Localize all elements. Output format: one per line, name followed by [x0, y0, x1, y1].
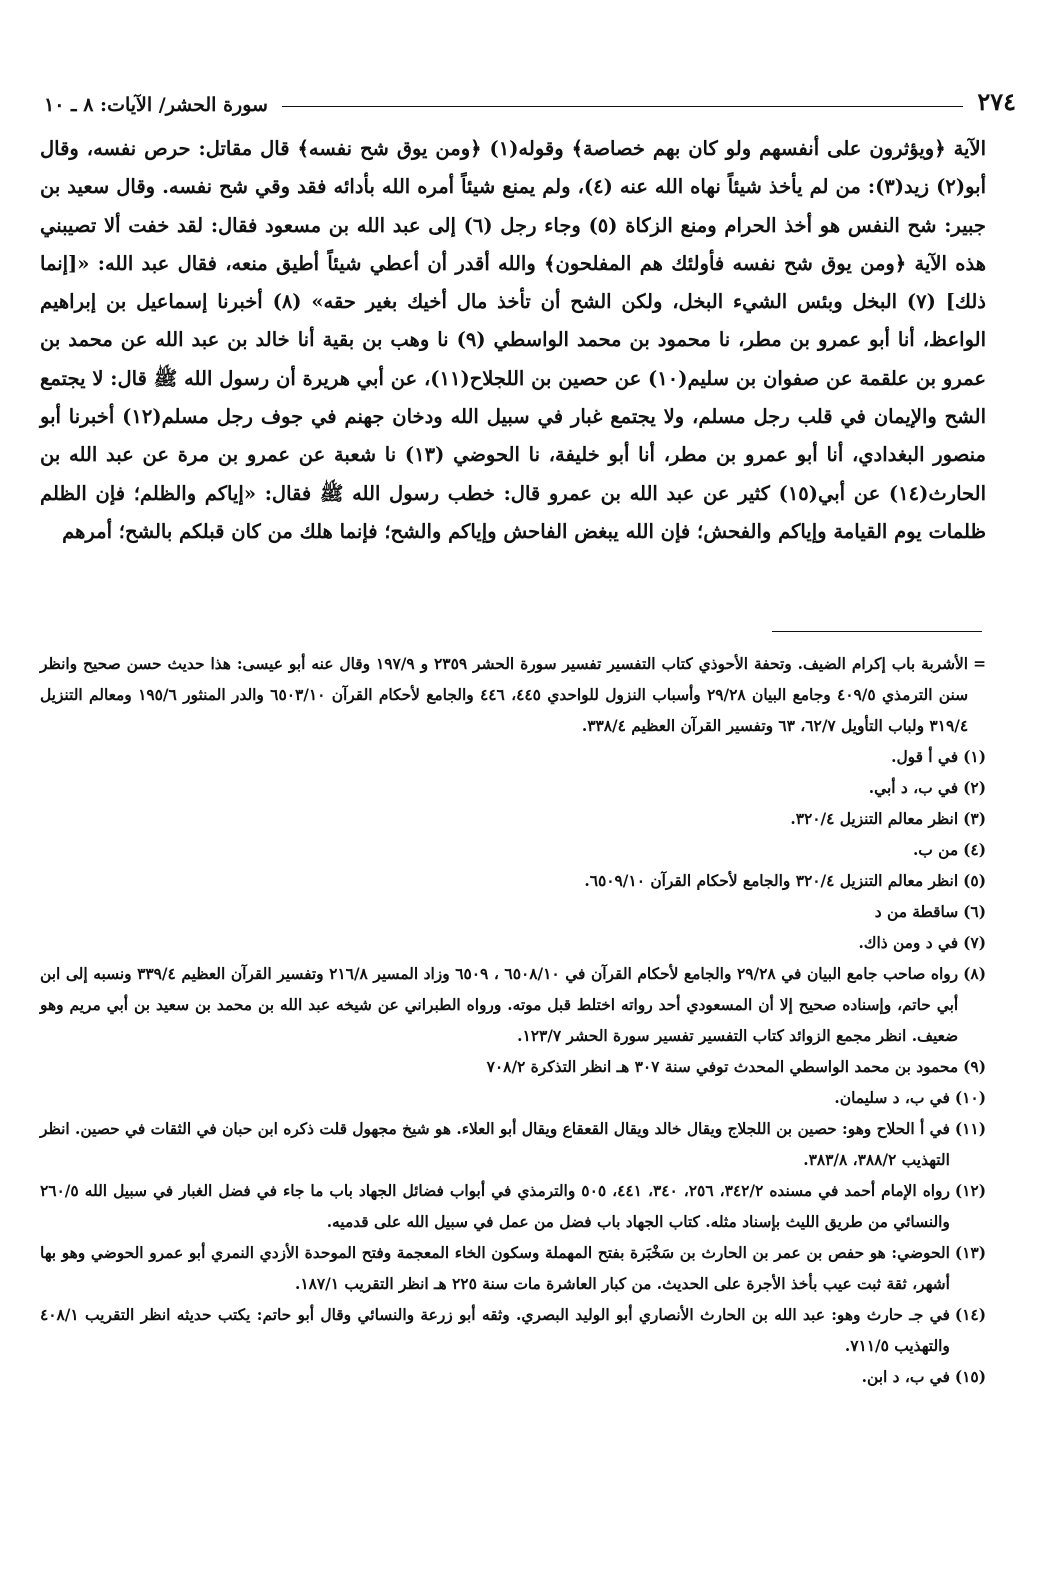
footnote-text: في أ قول.: [891, 748, 959, 766]
footnote-14: [40, 1300, 986, 1362]
footnote-label: (١٢): [954, 1182, 986, 1200]
footnote-label: (١٥): [954, 1368, 986, 1386]
footnote-text: ساقطة من د: [874, 903, 959, 921]
footnote-text: انظر معالم التنزيل ٣٢٠/٤ والجامع لأحكام القرآن ٦٥٠٩/١٠.: [584, 872, 959, 890]
footnote-label: (٩): [963, 1058, 986, 1076]
footnote-label: =: [973, 655, 986, 673]
footnote-8: [40, 959, 986, 1052]
footnote-15: [40, 1362, 986, 1393]
footnote-11: [40, 1114, 986, 1176]
footnote-text: في د ومن ذاك.: [858, 934, 959, 952]
footnote-separator: [772, 631, 982, 632]
footnote-text: من ب.: [912, 841, 959, 859]
footnote-label: (٦): [963, 903, 986, 921]
footnote-13: [40, 1238, 986, 1300]
footnote-12: [40, 1176, 986, 1238]
footnote-label: (١٤): [954, 1306, 986, 1324]
footnote-label: (٢): [963, 779, 986, 797]
footnote-label: (١٠): [954, 1089, 986, 1107]
footnote-5: [40, 866, 986, 897]
footnote-text: في جـ حارث وهو: عبد الله بن الحارث الأنصاري أبو الوليد البصري. وثقه أبو زرعة والنسائي وقال أبو حاتم: يكتب حديثه انظر التقريب ٤٠٨/١ والتهذيب ٧١١/٥.: [40, 1306, 950, 1355]
footnote-continuation: [40, 649, 986, 742]
page-header: [44, 76, 1016, 116]
footnote-9: [40, 1052, 986, 1083]
running-title: سورة الحشر/ الآيات: ٨ ـ ١٠: [44, 94, 268, 116]
footnote-label: (١٣): [954, 1244, 986, 1262]
footnote-text: رواه صاحب جامع البيان في ٢٩/٢٨ والجامع لأحكام القرآن في ٦٥٠٨/١٠ ، ٦٥٠٩ وزاد المسير ٢١٦/٨ وتفسير القرآن العظيم ٣٣٩/٤ ونسبه إلى ابن أبي حاتم، وإسناده صحيح إلا أن المسعودي أحد رواته اختلط قبل موته. ورواه الطبراني عن شيخه عبد الله بن محمد بن سعيد بن أبي مريم وهو ضعيف. انظر مجمع الزوائد كتاب التفسير تفسير سورة الحشر ١٢٣/٧.: [40, 965, 959, 1045]
footnote-text: في ب، د أبي.: [868, 779, 959, 797]
header-rule: [282, 106, 963, 107]
footnote-1: [40, 742, 986, 773]
footnote-2: [40, 773, 986, 804]
footnote-text: رواه الإمام أحمد في مسنده ٣٤٢/٢، ٢٥٦، ٣٤٠، ٤٤١، ٥٠٥ والترمذي في أبواب فضائل الجهاد باب ما جاء في فضل الغبار في سبيل الله ٢٦٠/٥ والنسائي من طريق الليث بإسناد مثله. كتاب الجهاد باب فضل من عمل في سبيل الله على قدميه.: [40, 1182, 950, 1231]
main-text-body: الآية ﴿ويؤثرون على أنفسهم ولو كان بهم خصاصة﴾ وقوله(١) ﴿ومن يوق شح نفسه﴾ قال مقاتل: حرص نفسه، وقال أبو(٢) زيد(٣): من لم يأخذ شيئاً نهاه الله عنه (٤)، ولم يمنع شيئاً أمره الله بأدائه فقد وقي شح نفسه. وقال سعيد بن جبير: شح النفس هو أخذ الحرام ومنع الزكاة (٥) وجاء رجل (٦) إلى عبد الله بن مسعود فقال: لقد خفت ألا تصيبني هذه الآية ﴿ومن يوق شح نفسه فأولئك هم المفلحون﴾ والله أقدر أن أعطي شيئاً أطيق منعه، فقال عبد الله: «[إنما ذلك] (٧) البخل وبئس الشيء البخل، ولكن الشح أن تأخذ مال أخيك بغير حقه» (٨) أخبرنا إسماعيل بن إبراهيم الواعظ، أنا أبو عمرو بن مطر، نا محمود بن محمد الواسطي (٩) نا وهب بن بقية أنا خالد بن عبد الله عن محمد بن عمرو بن علقمة عن صفوان بن سليم(١٠) عن حصين بن اللجلاح(١١)، عن أبي هريرة أن رسول الله ﷺ قال: لا يجتمع الشح والإيمان في قلب رجل مسلم، ولا يجتمع غبار في سبيل الله ودخان جهنم في جوف رجل مسلم(١٢) أخبرنا أبو منصور البغدادي، أنا أبو عمرو بن مطر، أنا أبو خليفة، نا الحوضي (١٣) نا شعبة عن عمرو بن مرة عن عبد الله بن الحارث(١٤) عن أبي(١٥) كثير عن عبد الله بن عمرو قال: خطب رسول الله ﷺ فقال: «إياكم والظلم؛ فإن الظلم ظلمات يوم القيامة وإياكم والفحش؛ فإن الله يبغض الفاحش وإياكم والشح؛ فإنما هلك من كان قبلكم بالشح؛ أمرهم: [40, 137, 987, 543]
footnote-label: (٧): [963, 934, 986, 952]
footnote-3: [40, 804, 986, 835]
footnote-label: (١): [963, 748, 986, 766]
footnote-text: في ب، د سليمان.: [834, 1089, 950, 1107]
footnote-label: (٥): [963, 872, 986, 890]
page-number: ٢٧٤: [977, 87, 1016, 116]
footnote-text: في ب، د ابن.: [861, 1368, 950, 1386]
footnote-7: [40, 928, 986, 959]
footnote-10: [40, 1083, 986, 1114]
footnote-label: (٤): [963, 841, 986, 859]
footnote-label: (١١): [954, 1120, 986, 1138]
footnote-label: (٨): [963, 965, 986, 983]
footnote-text: محمود بن محمد الواسطي المحدث توفي سنة ٣٠٧ هـ انظر التذكرة ٧٠٨/٢: [486, 1058, 959, 1076]
footnote-text: الأشربة باب إكرام الضيف. وتحفة الأحوذي كتاب التفسير تفسير سورة الحشر ٢٣٥٩ و ١٩٧/٩ وقال عنه أبو عيسى: هذا حديث حسن صحيح وانظر سنن الترمذي ٤٠٩/٥ وجامع البيان ٢٩/٢٨ وأسباب النزول للواحدي ٤٤٥، ٤٤٦ والجامع لأحكام القرآن ٦٥٠٣/١٠ والدر المنثور ١٩٥/٦ ومعالم التنزيل ٣١٩/٤ ولباب التأويل ٦٢/٧، ٦٣ وتفسير القرآن العظيم ٣٣٨/٤.: [40, 655, 969, 735]
footnote-text: في أ الحلاح وهو: حصين بن اللجلاج ويقال خالد ويقال القعقاع ويقال أبو العلاء. هو شيخ مجهول قلت ذكره ابن حبان في الثقات في حصين. انظر التهذيب ٣٨٨/٢، ٣٨٣/٨.: [40, 1120, 950, 1169]
footnote-text: انظر معالم التنزيل ٣٢٠/٤.: [790, 810, 959, 828]
footnote-label: (٣): [963, 810, 986, 828]
footnotes-section: [40, 649, 986, 1393]
footnote-text: الحوضي: هو حفص بن عمر بن الحارث بن سَخْبَرة بفتح المهملة وسكون الخاء المعجمة وفتح الموحدة الأزدي النمري أبو عمرو الحوضي وهو بها أشهر، ثقة ثبت عيب بأخذ الأجرة على الحديث. من كبار العاشرة مات سنة ٢٢٥ هـ انظر التقريب ١٨٧/١.: [40, 1244, 950, 1293]
footnote-4: [40, 835, 986, 866]
footnote-6: [40, 897, 986, 928]
